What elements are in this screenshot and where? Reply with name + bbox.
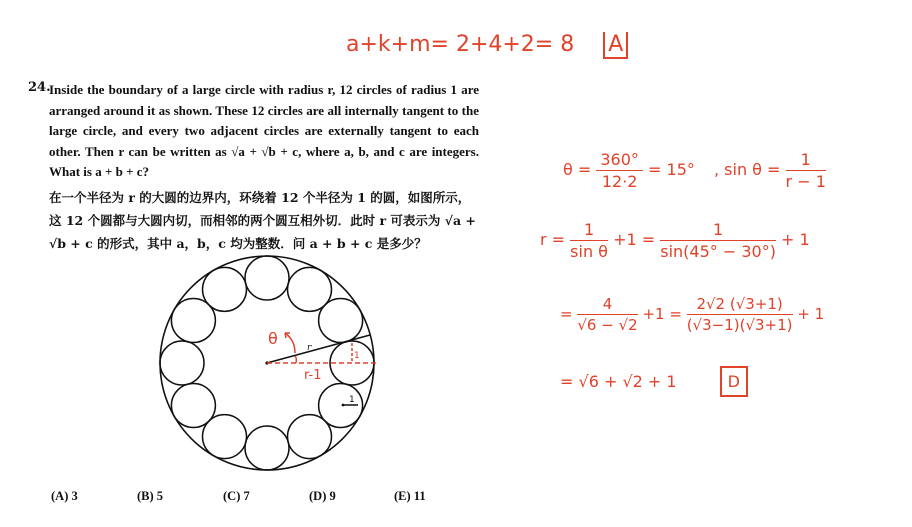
- theta-arrow: [285, 333, 295, 353]
- r-minus-1-label: r-1: [304, 368, 322, 383]
- solution-line-3: = $\frac{4}{√6 - √2}$ +1 = $\frac{2√2 (√3+1)}{(√3-1)(√3+1)}$ + 1: [560, 295, 825, 334]
- theta-label: θ: [268, 329, 278, 348]
- problem-text-en: Inside the boundary of a large circle with radius r, 12 circles of radius 1 are arranged around it as shown. These 12 circles are all internally tangent to the large circle, and every two adjacent circles are externally tangent to each other. Then r can be written as √a + √b + c, where a, b, and c are integers. What is a + b + c?: [49, 82, 479, 179]
- solution-line-1: θ = $\frac{360^\circ}{12\cdot 2}$ = 15° , sin θ = $\frac{1}{r - 1}$: [563, 150, 826, 191]
- answer-mark-a: A: [603, 32, 628, 59]
- angle-arc: [295, 356, 296, 363]
- final-expression: = √6 + √2 + 1: [560, 372, 677, 391]
- sum-equation: a+k+m= 2+4+2= 8: [346, 32, 575, 57]
- one-label-red: 1: [354, 351, 360, 361]
- choice-a: (A) 3: [51, 489, 78, 503]
- choice-b: (B) 5: [137, 489, 164, 503]
- solution-line-2: r = $\frac{1}{\text{sin θ}}$ +1 = $\frac{1}{\sin(45^\circ - 30^\circ)}$ + 1: [540, 220, 810, 261]
- r-label: r: [307, 343, 312, 353]
- choice-e: (E) 11: [394, 489, 426, 503]
- problem-number: 24.: [28, 80, 51, 95]
- choice-d: (D) 9: [309, 489, 336, 503]
- top-annotation: [346, 32, 628, 57]
- choice-c: (C) 7: [223, 489, 250, 503]
- circle-figure: [150, 248, 390, 480]
- one-label-black: 1: [349, 395, 355, 405]
- problem-text-zh: 在一个半径为 r 的大圆的边界内，环绕着 12 个半径为 1 的圆，如图所示，这 12 个圆都与大圆内切，而相邻的两个圆互相外切．此时 r 可表示为 √a + √b + c 的形式，其中 a，b，c 均为整数．问 a + b + c 是多少？: [49, 190, 476, 251]
- solution-line-4: [560, 366, 748, 397]
- answer-mark-d: D: [720, 366, 748, 397]
